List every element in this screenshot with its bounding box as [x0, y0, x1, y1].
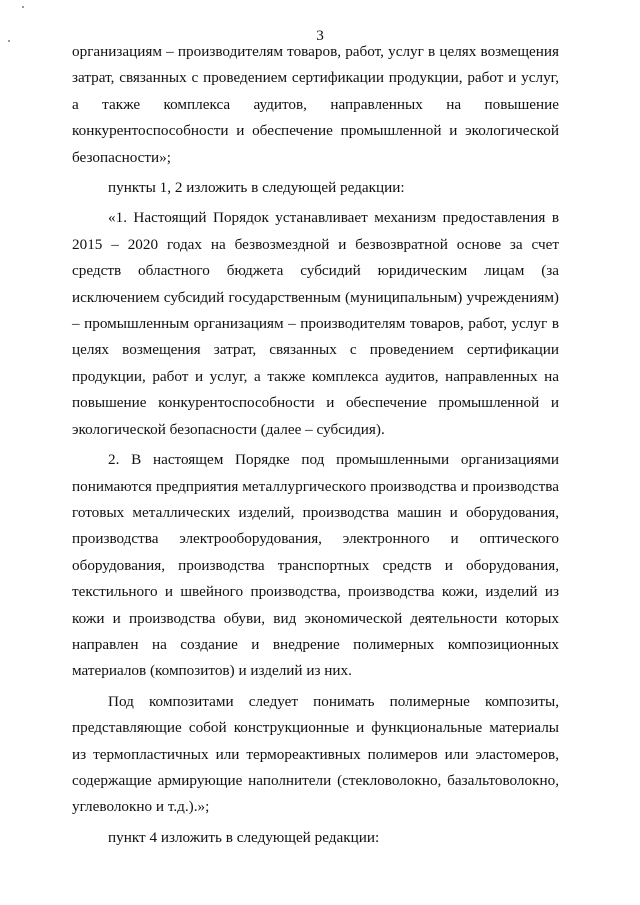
paragraph-composites-definition: Под композитами следует понимать полимерные композиты, представляющие собой конструкционные и функциональные материалы из термопластичных или термореактивных полимеров или эластомеров, содержащие армирующие наполнители (стекловолокно, базальтоволокно, углеволокно и т.д.).»; — [72, 692, 559, 816]
paragraph-continuation: организациям – производителям товаров, работ, услуг в целях возмещения затрат, связанных с проведением сертификации продукции, работ и услуг, а также комплекса аудитов, направленных на повышение конкурентоспособности и обеспечение промышленной и экологической безопасности»; — [72, 43, 559, 166]
paragraph-point-1: «1. Настоящий Порядок устанавливает механизм предоставления в 2015 – 2020 годах на безвозмездной и безвозвратной основе за счет средств областного бюджета субсидий юридическим лицам (за исключением субсидий государственным (муниципальным) учреждениям) – промышленным организациям – производителям товаров, работ, услуг в целях возмещения затрат, связанных с проведением сертификации продукции, работ и услуг, а также комплекса аудитов, направленных на повышение конкурентоспособности и обеспечение промышленной и экологической безопасности (далее – субсидия). — [72, 209, 559, 438]
scan-speck — [22, 6, 24, 8]
document-body — [72, 39, 559, 851]
paragraph-instruction-points-1-2: пункты 1, 2 изложить в следующей редакции: — [108, 179, 405, 197]
page-number: 3 — [316, 27, 324, 44]
paragraph-instruction-point-4: пункт 4 изложить в следующей редакции: — [108, 828, 380, 846]
paragraph-point-2: 2. В настоящем Порядке под промышленными организациями понимаются предприятия металлургического производства и производства готовых металлических изделий, производства машин и оборудования, производства электрооборудования, электронного и оптического оборудования, производства транспортных средств и оборудования, текстильного и швейного производства, производства кожи, изделий из кожи и производства обуви, вид экономической деятельности которых направлен на создание и внедрение полимерных композиционных материалов (композитов) и изделий из них. — [72, 451, 559, 680]
scan-speck — [8, 40, 10, 42]
